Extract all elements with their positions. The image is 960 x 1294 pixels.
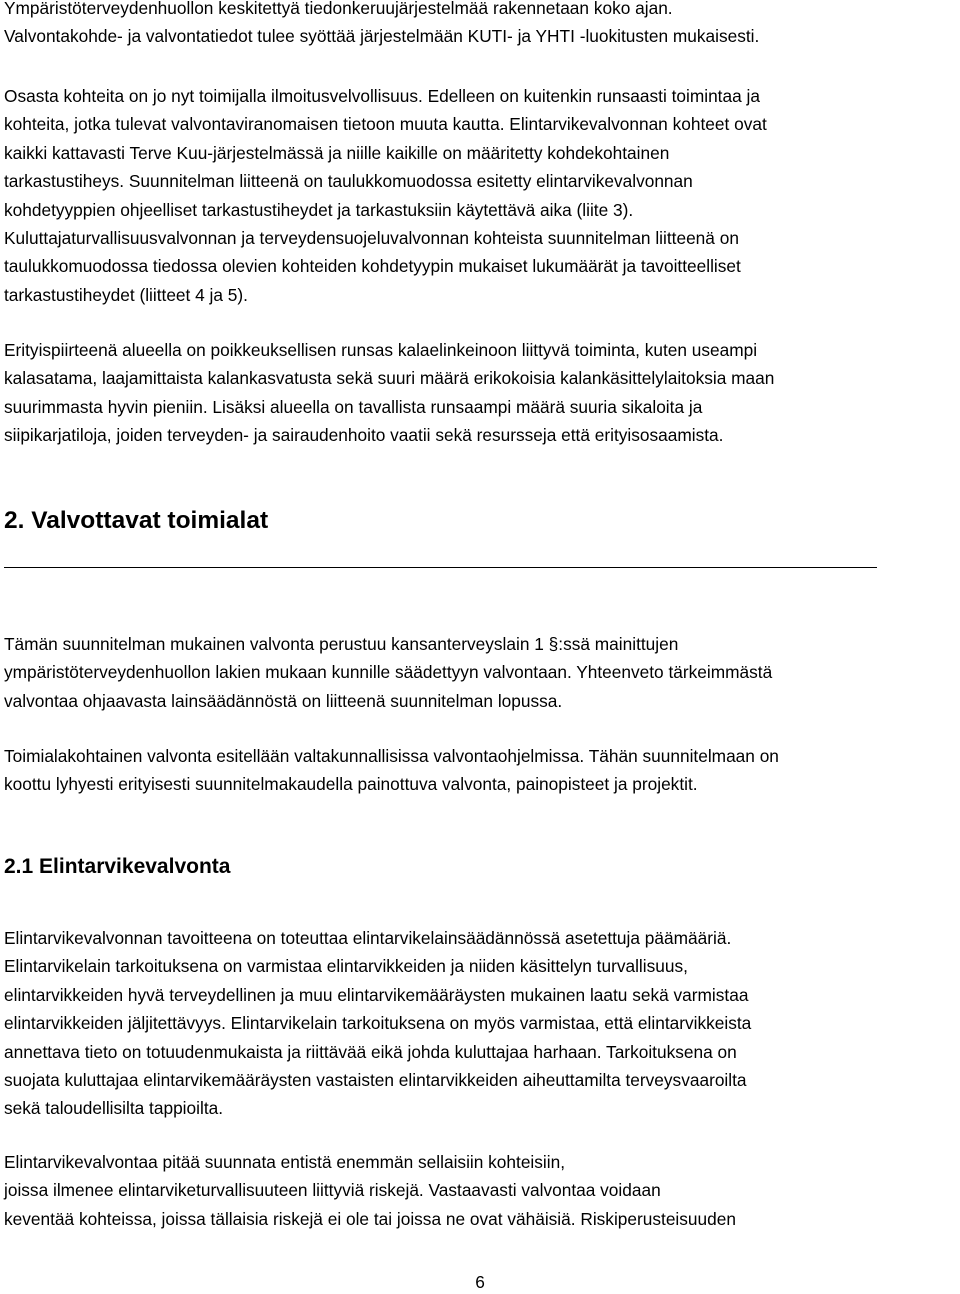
- text-line: Tämän suunnitelman mukainen valvonta perustuu kansanterveyslain 1 §:ssä mainittujen: [4, 634, 679, 654]
- text-line: Osasta kohteita on jo nyt toimijalla ilmoitusvelvollisuus. Edelleen on kuitenkin runsaasti toimintaa ja: [4, 86, 760, 106]
- section-heading-supervised-sectors: 2. Valvottavat toimialat: [4, 507, 269, 534]
- horizontal-rule: [4, 567, 877, 568]
- text-line: taulukkomuodossa tiedossa olevien kohteiden kohdetyypin mukaiset lukumäärät ja tavoitteelliset: [4, 256, 741, 277]
- text-line: annettava tieto on totuudenmukaista ja riittävää eikä johda kuluttajaa harhaan. Tarkoituksena on: [4, 1041, 737, 1062]
- text-line: Kuluttajaturvallisuusvalvonnan ja terveydensuojeluvalvonnan kohteista suunnitelman liitteenä on: [4, 228, 739, 249]
- page-number: 6: [475, 1272, 485, 1292]
- text-line: koottu lyhyesti erityisesti suunnitelmakaudella painottuva valvonta, painopisteet ja projektit.: [4, 774, 698, 795]
- paragraph-food-control-goals: [4, 924, 954, 1123]
- text-line: kohdetyyppien ohjeelliset tarkastustiheydet ja tarkastuksiin käytettävä aika (liite 3).: [4, 199, 634, 220]
- text-line: Ympäristöterveydenhuollon keskitettyä tiedonkeruujärjestelmää rakennetaan koko ajan.: [4, 0, 673, 18]
- text-line: keventää kohteissa, joissa tällaisia riskejä ei ole tai joissa ne ovat vähäisiä. Riskiperusteisuuden: [4, 1208, 736, 1229]
- subsection-heading-food-control: 2.1 Elintarvikevalvonta: [4, 855, 231, 878]
- text-line: kaikki kattavasti Terve Kuu-järjestelmässä ja niille kaikille on määritetty kohdekohtainen: [4, 142, 670, 163]
- text-line: sekä taloudellisilta tappioilta.: [4, 1098, 224, 1119]
- text-line: Valvontakohde- ja valvontatiedot tulee syöttää järjestelmään KUTI- ja YHTI -luokitusten mukaisesti.: [4, 26, 760, 47]
- paragraph-data-collection-system: [4, 0, 954, 51]
- text-line: elintarvikkeiden hyvä terveydellinen ja muu elintarvikemääräysten mukainen laatu sekä varmistaa: [4, 984, 749, 1005]
- text-line: suurimmasta hyvin pieniin. Lisäksi alueella on tavallista runsaampi määrä suuria sikaloita ja: [4, 396, 703, 417]
- text-line: tarkastustiheydet (liitteet 4 ja 5).: [4, 284, 248, 305]
- text-line: suojata kuluttajaa elintarvikemääräysten vastaisten elintarvikkeiden aiheuttamilta terveysvaaroilta: [4, 1070, 747, 1091]
- text-line: kalasatama, laajamittaista kalankasvatusta sekä suuri määrä erikokoisia kalankäsittelylaitoksia maan: [4, 368, 775, 389]
- paragraph-notification-obligation: [4, 82, 954, 309]
- text-line: elintarvikkeiden jäljitettävyys. Elintarvikelain tarkoituksena on myös varmistaa, että elintarvikkeista: [4, 1013, 752, 1034]
- text-line: ympäristöterveydenhuollon lakien mukaan kunnille säädettyyn valvontaan. Yhteenveto tärkeimmästä: [4, 662, 773, 683]
- text-line: kohteita, jotka tulevat valvontaviranomaisen tietoon muuta kautta. Elintarvikevalvonnan kohteet ovat: [4, 114, 767, 135]
- text-line: Toimialakohtainen valvonta esitellään valtakunnallisissa valvontaohjelmissa. Tähän suunnitelmaan on: [4, 746, 779, 766]
- paragraph-sector-programmes: [4, 742, 954, 799]
- text-line: valvontaa ohjaavasta lainsäädännöstä on liitteenä suunnitelman lopussa.: [4, 690, 563, 711]
- text-line: Elintarvikevalvontaa pitää suunnata entistä enemmän sellaisiin kohteisiin,: [4, 1152, 565, 1172]
- text-line: joissa ilmenee elintarviketurvallisuuteen liittyviä riskejä. Vastaavasti valvontaa voidaan: [4, 1180, 661, 1201]
- paragraph-risk-based-control: [4, 1148, 954, 1233]
- paragraph-regional-characteristics: [4, 336, 954, 450]
- text-line: Erityispiirteenä alueella on poikkeuksellisen runsas kalaelinkeinoon liittyvä toiminta, kuten useampi: [4, 340, 758, 360]
- text-line: Elintarvikevalvonnan tavoitteena on toteuttaa elintarvikelainsäädännössä asetettuja päämääriä.: [4, 928, 732, 948]
- text-line: tarkastustiheys. Suunnitelman liitteenä on taulukkomuodossa esitetty elintarvikevalvonnan: [4, 171, 693, 192]
- text-line: Elintarvikelain tarkoituksena on varmistaa elintarvikkeiden ja niiden käsittelyn turvallisuus,: [4, 956, 688, 977]
- paragraph-legal-basis: [4, 630, 954, 715]
- text-line: siipikarjatiloja, joiden terveyden- ja sairaudenhoito vaatii sekä resursseja että erityisosaamista.: [4, 425, 724, 446]
